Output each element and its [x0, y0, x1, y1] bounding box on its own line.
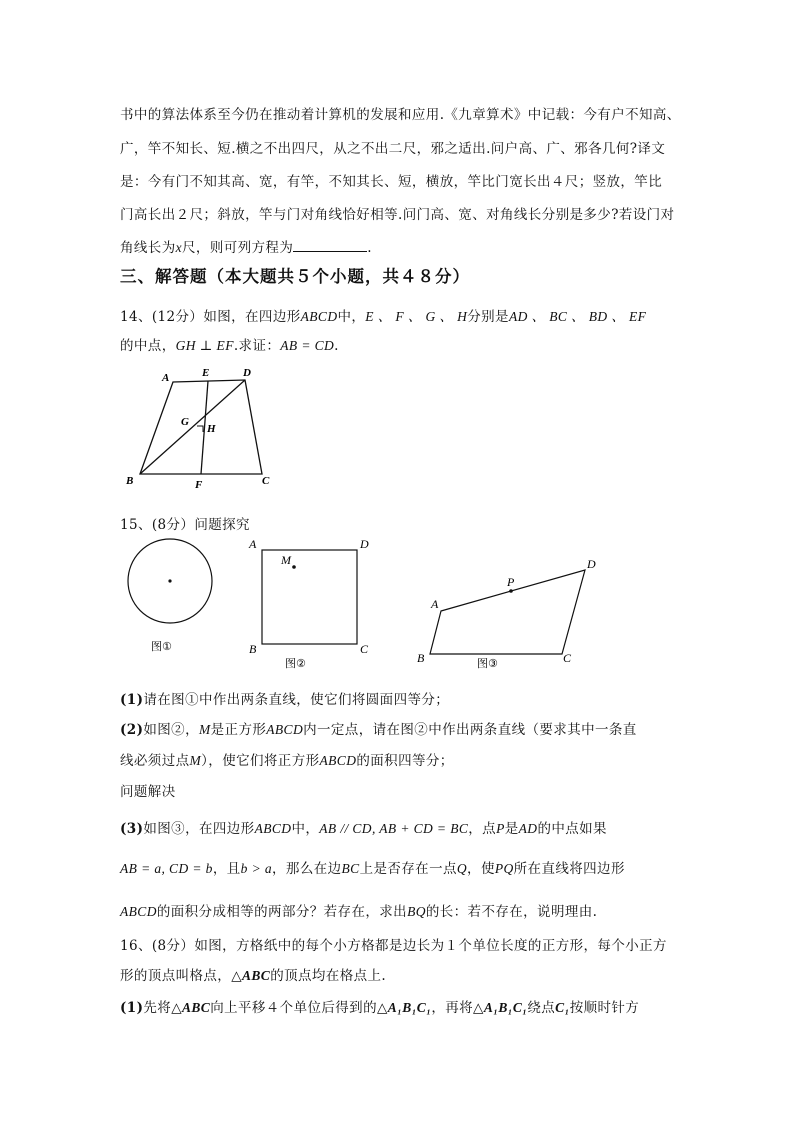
q15-part-3-line-3: [120, 900, 597, 920]
q16-part-1-line-1: [120, 996, 639, 1016]
text-run: 如图③，在四边形: [143, 821, 255, 837]
label-d: D: [360, 537, 369, 551]
text-run: 尺，则可列方程为: [182, 240, 294, 256]
math-point-c1: C₁: [555, 1000, 570, 1015]
math-m: M: [198, 722, 211, 737]
q15-part-2-line-1: [120, 718, 637, 738]
math-quad: ABCD: [300, 309, 338, 324]
label-b: B: [126, 475, 134, 487]
math-quad: ABCD: [120, 904, 157, 919]
label-e: E: [202, 367, 210, 379]
math-triangle: △ABC: [231, 968, 271, 983]
part-number: (1): [120, 692, 144, 708]
math-triangle: △ABC: [171, 1000, 211, 1015]
math-triangle-1: △A₁B₁C₁: [377, 1000, 432, 1015]
text-run: .求证：: [233, 338, 281, 354]
text-run: 线必须过点: [120, 753, 190, 769]
circle-center-dot: [168, 579, 171, 582]
label-h: H: [207, 423, 216, 435]
math-ad: AD: [518, 821, 538, 836]
text-run: ，那么在边: [272, 861, 342, 877]
text-run: 中，: [291, 821, 320, 837]
text-run: ，使: [467, 861, 495, 877]
q15-header: 15、(8分）问题探究: [120, 517, 250, 533]
math-goal: AB = CD: [280, 338, 335, 353]
label-a: A: [431, 597, 439, 611]
math-pq: PQ: [494, 861, 514, 876]
caption-fig1: 图①: [151, 640, 172, 653]
section-heading: 三、解答题（本大题共５个小题，共４８分）: [120, 267, 470, 286]
math-condition: AB // CD, AB + CD = BC: [319, 821, 469, 836]
label-f: F: [195, 479, 203, 491]
text-run: 按顺时针方: [569, 1000, 640, 1016]
point-m: [292, 565, 296, 569]
text-run: 是正方形: [210, 722, 267, 738]
math-quad: ABCD: [266, 722, 304, 737]
text-run: 角线长为: [120, 240, 176, 256]
text-run: 的中点如果: [537, 821, 607, 837]
math-m: M: [189, 753, 202, 768]
caption-fig3: 图③: [477, 657, 498, 670]
math-segments: AD 、 BC 、 BD 、 EF: [508, 309, 647, 324]
text-run: 先将: [143, 1000, 172, 1016]
text-run: 所在直线将四边形: [513, 861, 625, 877]
q15-part-2-line-2: [120, 749, 454, 769]
square-abcd: [262, 550, 357, 644]
label-c: C: [563, 651, 572, 665]
q16-line-2: [120, 964, 386, 984]
math-q: Q: [456, 861, 468, 876]
math-p: P: [496, 821, 505, 836]
text-run: 的顶点均在格点上.: [270, 968, 387, 984]
text-run: 的长：若不存在，说明理由.: [425, 904, 598, 920]
text-run: 中，: [337, 309, 366, 325]
point-p: [509, 589, 513, 593]
q15-part-3-line-2: [120, 857, 625, 877]
caption-fig2: 图②: [285, 657, 306, 670]
text-run: 14、(12分）如图，在四边形: [120, 309, 301, 325]
label-m: M: [281, 553, 291, 567]
part-number: (1): [120, 1000, 144, 1016]
math-values: AB = a, CD = b: [120, 861, 213, 876]
variable-x: x: [175, 240, 183, 255]
label-c: C: [262, 475, 270, 487]
text-run: 的中点，: [120, 338, 176, 354]
text-run: 向上平移４个单位后得到的: [210, 1000, 377, 1016]
text-run: 如图②，: [143, 722, 199, 738]
label-a: A: [249, 537, 257, 551]
label-a: A: [162, 372, 170, 384]
text-run: 请在图①中作出两条直线，使它们将圆面四等分；: [143, 692, 450, 708]
math-points: E 、 F 、 G 、 H: [365, 309, 468, 324]
math-quad: ABCD: [319, 753, 357, 768]
text-run: 绕点: [527, 1000, 556, 1016]
text-run: ），使它们将正方形: [201, 753, 320, 769]
math-inequality: b > a: [240, 861, 273, 876]
part-number: (2): [120, 722, 144, 738]
text-run: .: [367, 240, 372, 256]
q15-subheader: 问题解决: [120, 784, 176, 800]
text-run: ，再将: [431, 1000, 474, 1016]
math-triangle-1: △A₁B₁C₁: [473, 1000, 528, 1015]
continuation-line-1: 书中的算法体系至今仍在推动着计算机的发展和应用.《九章算术》中记载：今有户不知高、: [120, 107, 681, 123]
q16-line-1: 16、(8分）如图，方格纸中的每个小方格都是边长为１个单位长度的正方形，每个小正方: [120, 938, 667, 954]
text-run: 内一定点，请在图②中作出两条直线（要求其中一条直: [303, 722, 637, 738]
continuation-line-4: 门高长出２尺；斜放，竿与门对角线恰好相等.问门高、宽、对角线长分别是多少?若设门对: [120, 207, 675, 223]
continuation-line-2: 广，竿不知长、短.横之不出四尺，从之不出二尺，邪之适出.问户高、广、邪各几何?译文: [120, 141, 666, 157]
continuation-line-3: 是：今有门不知其高、宽，有竿，不知其长、短，横放，竿比门宽长出４尺；竖放，竿比: [120, 174, 663, 190]
text-run: 的面积分成相等的两部分？若存在，求出: [156, 904, 408, 920]
label-b: B: [249, 642, 257, 656]
text-run: 是: [504, 821, 519, 837]
text-run: 形的顶点叫格点，: [120, 968, 232, 984]
q15-part-1: [120, 688, 449, 708]
part-number: (3): [120, 821, 144, 837]
math-quad: ABCD: [254, 821, 292, 836]
label-g: G: [181, 416, 189, 428]
label-c: C: [360, 642, 369, 656]
text-run: 分别是: [467, 309, 509, 325]
label-b: B: [417, 651, 425, 665]
label-d: D: [587, 557, 596, 571]
label-p: P: [507, 575, 515, 589]
text-run: 的面积四等分；: [356, 753, 454, 769]
label-d: D: [243, 367, 251, 379]
text-run: .: [334, 338, 339, 354]
math-bc: BC: [341, 861, 360, 876]
text-run: ，点: [468, 821, 497, 837]
math-condition: GH ⊥ EF: [175, 338, 234, 353]
text-run: 上是否存在一点: [359, 861, 457, 877]
text-run: ，且: [212, 861, 241, 877]
math-bq: BQ: [407, 904, 426, 919]
q15-part-3-line-1: [120, 817, 607, 837]
